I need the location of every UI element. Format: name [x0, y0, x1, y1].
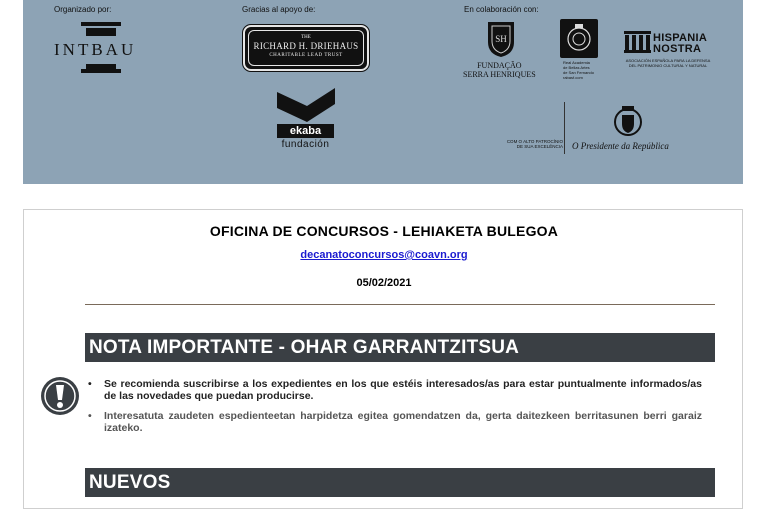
- presidency-line2: DE SUA EXCELÊNCIA: [516, 144, 563, 149]
- intbau-wordmark: INTBAU: [54, 40, 137, 59]
- exclamation-icon: [40, 376, 80, 416]
- notice-item-es: • Se recomienda suscribirse a los expedientes en los que estéis interesados/as para estar puntualmente informados/as de las novedades que puedan producirse.: [88, 378, 702, 402]
- rabasf-line2: de Bellas Artes: [563, 65, 590, 70]
- hispania-line1: HISPANIA: [653, 32, 708, 44]
- notice-item-eu: • Interesatuta zaudeten espedienteetan harpidetza egitea gomendatzen da, gerta daitezkeen berritasunen berri garaiz izateko.: [88, 410, 702, 434]
- rabasf-seal-icon: [560, 19, 598, 58]
- rabasf-logo[interactable]: [560, 19, 598, 58]
- serra-henriques-crest-icon[interactable]: [484, 20, 518, 58]
- driehaus-logo[interactable]: [243, 25, 369, 71]
- office-title: OFICINA DE CONCURSOS - LEHIAKETA BULEGOA: [209, 223, 559, 239]
- new-contests-heading: NUEVOS: [85, 468, 715, 497]
- serra-line2: SERRA HENRIQUES: [463, 70, 536, 79]
- collaboration-caption: En colaboración con:: [464, 5, 539, 14]
- intbau-bottom-bar: [81, 69, 121, 73]
- presidency-patronage: [493, 139, 563, 149]
- svg-text:SH: SH: [495, 34, 507, 44]
- rabasf-line1: Real Academia: [563, 60, 590, 65]
- support-caption: Gracias al apoyo de:: [242, 5, 316, 14]
- important-notice-heading: NOTA IMPORTANTE - OHAR GARRANTZITSUA: [85, 333, 715, 362]
- serra-henriques-label: [463, 61, 536, 79]
- sponsor-banner: [23, 0, 743, 184]
- bulletin-date: 05/02/2021: [356, 277, 412, 289]
- rabasf-line3: de San Fernando: [563, 70, 594, 75]
- driehaus-name: RICHARD H. DRIEHAUS: [253, 41, 359, 51]
- hispania-line2: NOSTRA: [653, 43, 702, 55]
- contests-office-panel: [23, 209, 743, 509]
- hispania-nostra-title: [653, 33, 707, 55]
- presidency-label: O Presidente da República: [572, 141, 669, 151]
- header-divider: [85, 304, 715, 305]
- ekaba-subtitle: fundación: [281, 139, 330, 150]
- ekaba-logo[interactable]: ekaba: [277, 124, 334, 138]
- presidency-line1: COM O ALTO PATROCÍNIO: [506, 139, 563, 144]
- notice-list: [88, 378, 702, 442]
- intbau-top-bar: [81, 22, 121, 26]
- serra-line1: FUNDAÇÃO: [477, 61, 522, 70]
- driehaus-sub: CHARITABLE LEAD TRUST: [269, 53, 343, 58]
- driehaus-the: THE: [301, 35, 311, 40]
- intbau-column: [86, 28, 116, 36]
- office-email-link[interactable]: decanatoconcursos@coavn.org: [300, 249, 468, 261]
- presidency-divider: [564, 102, 565, 154]
- organized-by-caption: Organizado por:: [54, 5, 112, 14]
- portugal-coat-of-arms-icon: [608, 104, 648, 138]
- rabasf-line4: rabasf.com: [563, 75, 583, 80]
- hispania-nostra-columns-icon[interactable]: [624, 31, 651, 53]
- hispania-nostra-subtitle: ASOCIACIÓN ESPAÑOLA PARA LA DEFENSA DEL PATRIMONIO CULTURAL Y NATURAL: [625, 58, 711, 68]
- rabasf-label: [563, 60, 594, 80]
- ekaba-chevron-icon: [277, 88, 335, 122]
